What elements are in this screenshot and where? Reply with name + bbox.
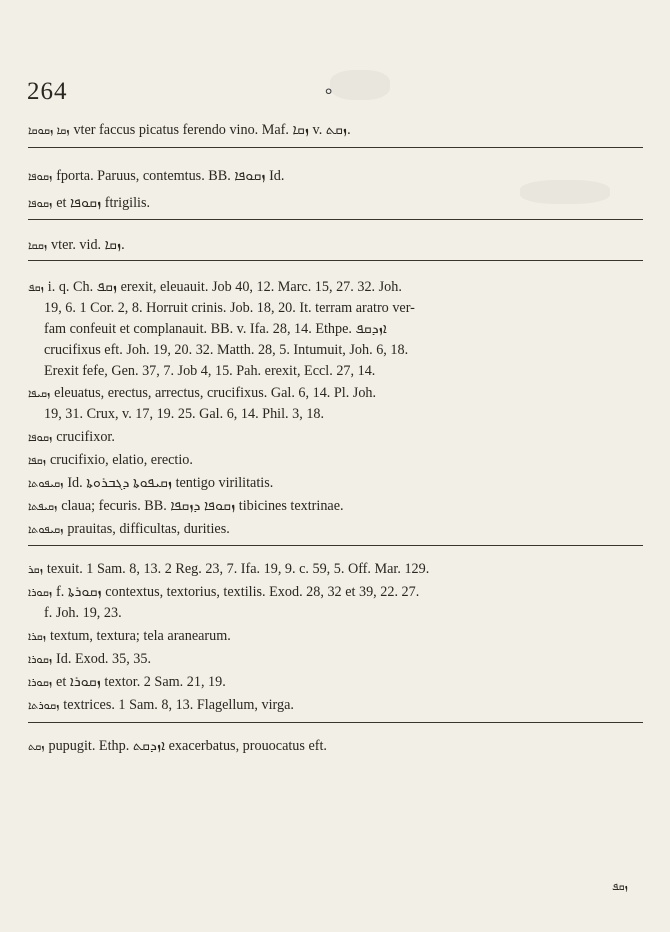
syriac-headword: ܙܩܬ [28, 740, 45, 753]
entry-text: f. ܙܩܘܪܬܐ contextus, textorius, textilis. Exod. 28, 32 et 39, 22. 27. [56, 584, 420, 600]
entry-line [28, 673, 643, 692]
entry-text: crucifixor. [56, 429, 115, 445]
entry-line [28, 627, 643, 646]
syriac-headword: ܙܩܘܪܐ [28, 653, 53, 666]
entry-text: et ܙܩܘܦܐ ftrigilis. [56, 195, 151, 211]
syriac-headword: ܙܩܘܦܐ [28, 431, 53, 444]
syriac-headword: ܙܩܘܪܐ [28, 586, 53, 599]
syriac-headword: ܙܩܝܦܐ [28, 387, 51, 400]
entry-line [28, 474, 643, 493]
entry-text: crucifixus eft. Joh. 19, 20. 32. Matth. 28, 5. Intumuit, Joh. 6, 18. [44, 342, 409, 358]
entry-text: 19, 31. Crux, v. 17, 19. 25. Gal. 6, 14. Phil. 3, 18. [44, 406, 325, 422]
entry-text: fporta. Paruus, contemtus. BB. ܙܩܘܦܐ Id. [56, 168, 285, 184]
entry-line [28, 520, 643, 539]
entry-line [28, 583, 643, 602]
entry-line [28, 650, 643, 669]
entry-line [44, 362, 659, 380]
entry-line [28, 194, 643, 213]
entry-line [28, 737, 643, 756]
syriac-headword: ܙܩܘܦܐ [28, 170, 53, 183]
syriac-headword: ܙܩܘܦܐ [28, 197, 53, 210]
entry-text: crucifixio, elatio, erectio. [49, 452, 193, 468]
entry-line [44, 604, 659, 622]
syriac-headword: ܙܩܘܪܐ [28, 676, 53, 689]
page-number: 264 [27, 78, 68, 105]
syriac-headword: ܙܩܪܐ [28, 630, 46, 643]
entry-text: et ܙܩܘܪܐ textor. 2 Sam. 21, 19. [56, 674, 226, 690]
entry-line [28, 384, 643, 403]
entry-text: vter faccus picatus ferendo vino. Maf. ܙܩܐ v. ܙܩܬ. [73, 122, 351, 138]
entry-text: textrices. 1 Sam. 8, 13. Flagellum, virga. [63, 697, 294, 713]
syriac-headword: ܙܩܝܦܘܬܐ [28, 477, 64, 490]
syriac-headword: ܙܩܪ [28, 563, 43, 576]
syriac-headword: ܙܩܘܪܬܐ [28, 699, 60, 712]
entry-line [28, 497, 643, 516]
syriac-headword: ܙܩܝܦܬܐ [28, 500, 58, 513]
catchword: ܙܩܦ [612, 881, 628, 893]
entry-line [44, 320, 659, 338]
syriac-headword: ܙܩܦܐ [28, 454, 46, 467]
entry-text: pupugit. Ethp. ܐܙܕܩܬ exacerbatus, prouocatus eft. [48, 738, 327, 754]
entry-divider [28, 147, 643, 148]
entry-text: Id. ܙܩܝܦܘܬܐ ܕܓܒܪܘܬܐ tentigo virilitatis. [67, 475, 274, 491]
entry-line [28, 560, 643, 579]
entry-line [44, 299, 659, 317]
paper-stain [330, 70, 390, 100]
entry-line [28, 121, 643, 140]
entry-line [28, 696, 643, 715]
entry-divider [28, 219, 643, 220]
entry-text: vter. vid. ܙܩܐ. [51, 237, 125, 253]
entry-line [44, 405, 659, 423]
entry-divider [28, 545, 643, 546]
entry-text: prauitas, difficultas, durities. [67, 521, 230, 537]
syriac-headword: ܙܩܦ [28, 281, 44, 294]
entry-line [28, 167, 643, 186]
entry-line [28, 236, 643, 255]
entry-text: texuit. 1 Sam. 8, 13. 2 Reg. 23, 7. Ifa. 19, 9. c. 59, 5. Off. Mar. 129. [46, 561, 430, 577]
syriac-headword: ܙܩܐ ܙܩܘܩܐ [28, 124, 70, 137]
entry-text: eleuatus, erectus, arrectus, crucifixus. Gal. 6, 14. Pl. Joh. [54, 385, 377, 401]
entry-line [28, 428, 643, 447]
syriac-headword: ܙܩܝܦܘܬܐ [28, 523, 64, 536]
entry-text: claua; fecuris. BB. ܙܩܘܦܐ ܕܙܩܦܐ tibicines textrinae. [61, 498, 344, 514]
entry-line [28, 278, 643, 297]
entry-text: fam confeuit et complanauit. BB. v. Ifa. 28, 14. Ethpe. ܐܙܕܩܦ [44, 321, 387, 337]
entry-text: textum, textura; tela aranearum. [50, 628, 231, 644]
entry-divider [28, 260, 643, 261]
header-mark: ܘ [325, 82, 333, 97]
entry-text: Id. Exod. 35, 35. [56, 651, 152, 667]
entry-line [28, 451, 643, 470]
entry-text: f. Joh. 19, 23. [44, 605, 122, 621]
entry-text: Erexit fefe, Gen. 37, 7. Job 4, 15. Pah. erexit, Eccl. 27, 14. [44, 363, 376, 379]
entry-text: i. q. Ch. ܙܩܦ erexit, eleuauit. Job 40, 12. Marc. 15, 27. 32. Joh. [47, 279, 402, 295]
entry-divider [28, 722, 643, 723]
entry-line [44, 341, 659, 359]
entry-text: 19, 6. 1 Cor. 2, 8. Horruit crinis. Job. 18, 20. It. terram aratro ver- [44, 300, 415, 316]
syriac-headword: ܙܩܩܐ [28, 239, 48, 252]
